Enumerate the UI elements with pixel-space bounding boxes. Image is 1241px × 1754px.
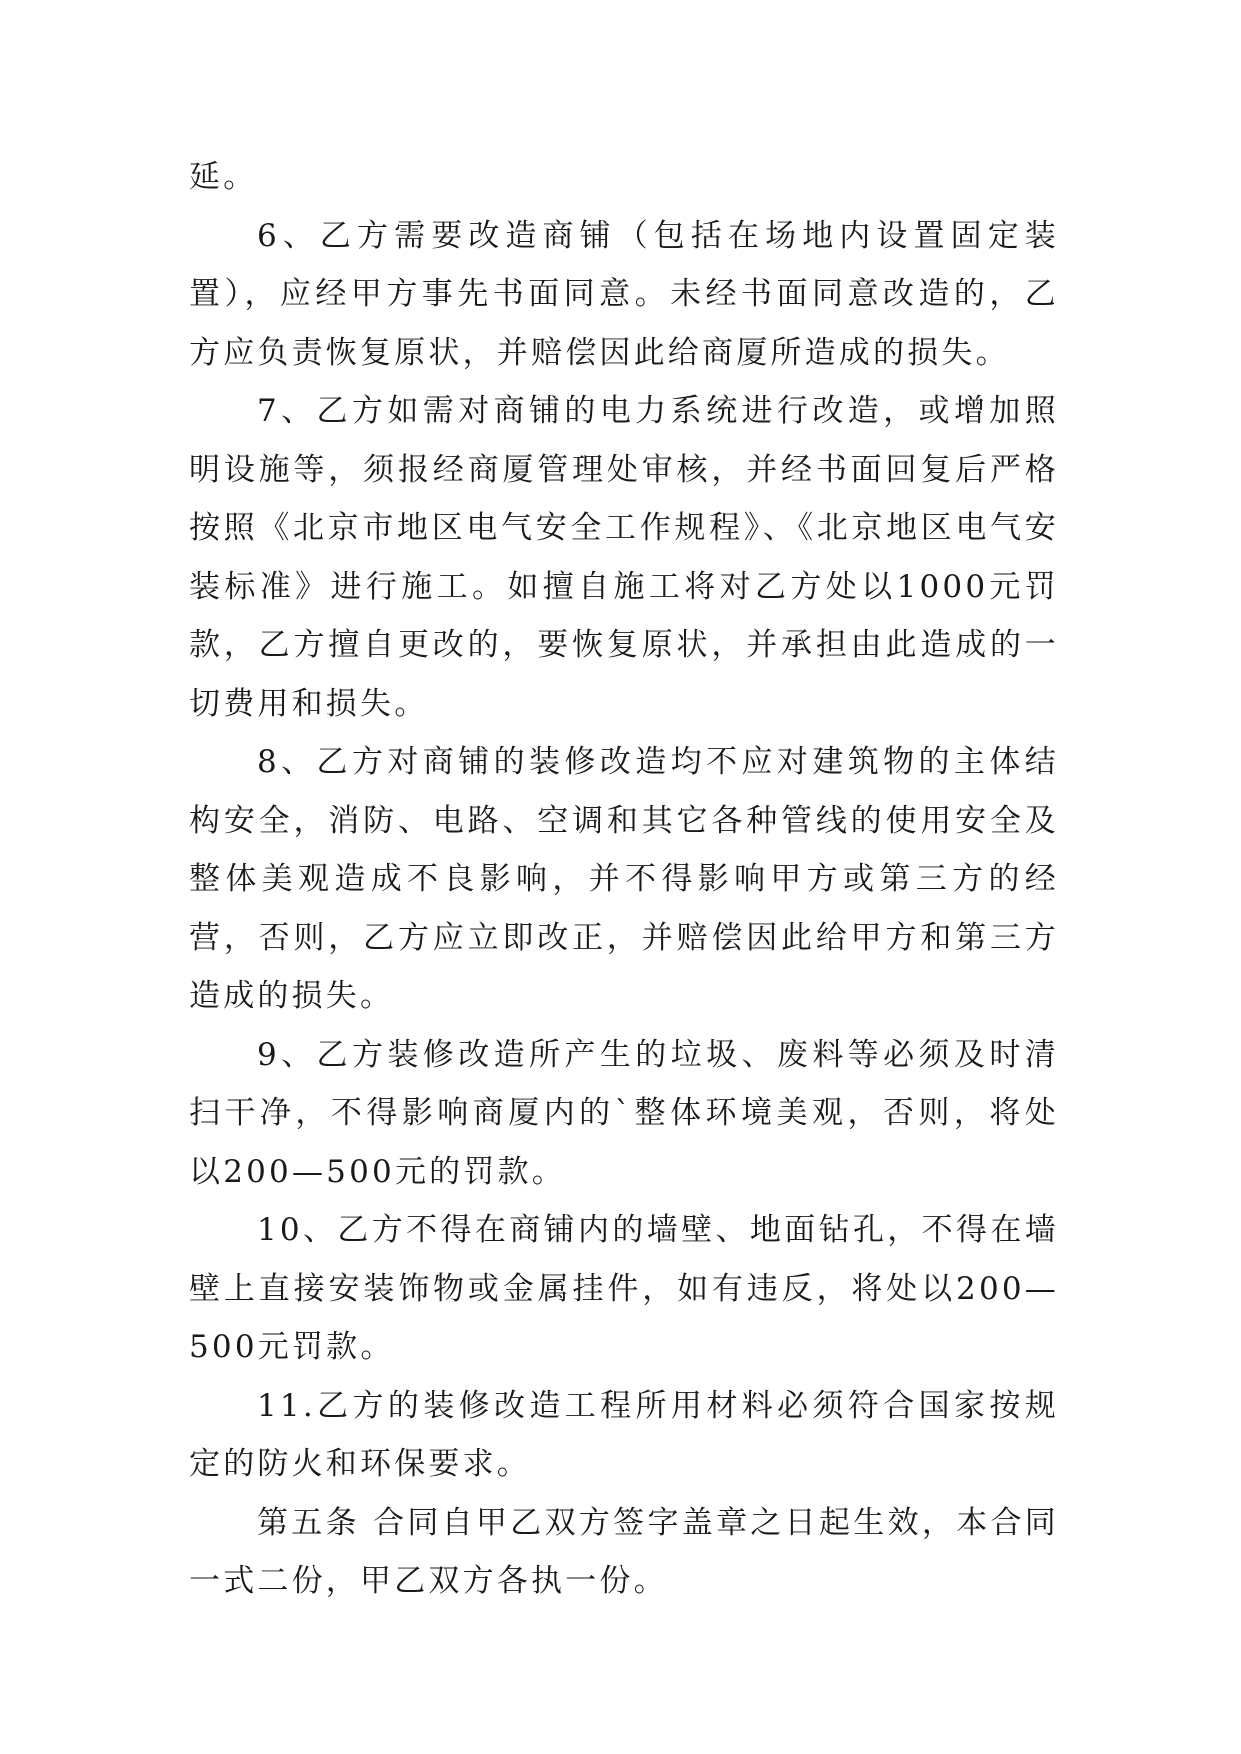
clause-11: 11.乙方的装修改造工程所用材料必须符合国家按规定的防火和环保要求。 bbox=[189, 1387, 1059, 1482]
clause-8: 8、乙方对商铺的装修改造均不应对建筑物的主体结构安全，消防、电路、空调和其它各种管线的使用安全及整体美观造成不良影响，并不得影响甲方或第三方的经营，否则，乙方应立即改正，并赔偿因此给甲方和第三方造成的损失。 bbox=[189, 744, 1059, 1014]
document-page bbox=[189, 148, 1059, 1611]
article-5: 第五条 合同自甲乙双方签字盖章之日起生效，本合同一式二份，甲乙双方各执一份。 bbox=[189, 1504, 1059, 1599]
clause-6: 6、乙方需要改造商铺（包括在场地内设置固定装置），应经甲方事先书面同意。未经书面同意改造的，乙方应负责恢复原状，并赔偿因此给商厦所造成的损失。 bbox=[189, 217, 1059, 371]
paragraph-continuation: 延。 bbox=[189, 159, 258, 195]
clause-9: 9、乙方装修改造所产生的垃圾、废料等必须及时清扫干净，不得影响商厦内的`整体环境美观，否则，将处以200—500元的罚款。 bbox=[189, 1036, 1059, 1190]
clause-10: 10、乙方不得在商铺内的墙壁、地面钻孔，不得在墙壁上直接安装饰物或金属挂件，如有违反，将处以200—500元罚款。 bbox=[189, 1212, 1059, 1365]
clause-7: 7、乙方如需对商铺的电力系统进行改造，或增加照明设施等，须报经商厦管理处审核，并经书面回复后严格按照《北京市地区电气安全工作规程》、《北京地区电气安装标准》进行施工。如擅自施工将对乙方处以1000元罚款，乙方擅自更改的，要恢复原状，并承担由此造成的一切费用和损失。 bbox=[189, 393, 1059, 722]
